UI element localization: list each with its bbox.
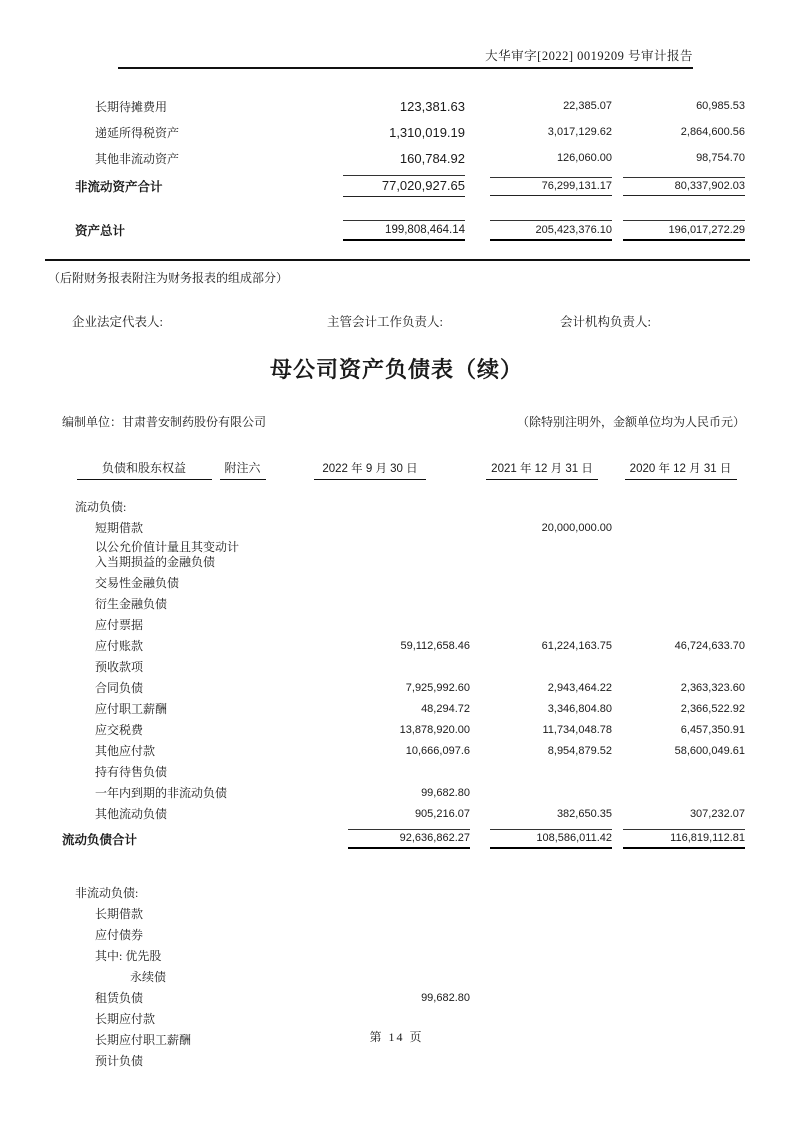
table-row — [60, 635, 747, 656]
row-label: 长期应付款 — [95, 1012, 156, 1026]
table-row — [60, 656, 747, 677]
signatories-row — [0, 312, 793, 329]
table-row — [60, 572, 747, 593]
row-label-line1: 以公允价值计量且其变动计 — [95, 540, 240, 554]
amount-2020: 196,017,272.29 — [623, 220, 745, 241]
legal-representative-label: 企业法定代表人: — [72, 315, 163, 329]
row-label: 交易性金融负债 — [95, 576, 180, 590]
amount-2022: 77,020,927.65 — [343, 175, 465, 197]
table-row — [60, 803, 747, 824]
row-label: 其他非流动资产 — [95, 151, 180, 166]
amount-2021: 3,346,804.80 — [547, 702, 612, 715]
row-label: 流动负债: — [75, 500, 127, 514]
prepared-line — [62, 413, 745, 430]
row-label: 长期待摊费用 — [95, 99, 168, 114]
column-header-note: 附注六 — [220, 459, 266, 480]
table-row — [60, 945, 747, 966]
table-row — [60, 719, 747, 740]
amount-2022: 123,381.63 — [399, 98, 465, 114]
amount-2022: 99,682.80 — [421, 991, 470, 1004]
row-label: 其中: 优先股 — [95, 949, 162, 963]
table-row — [60, 782, 747, 803]
table-row-subtotal — [60, 171, 747, 201]
table-row — [60, 966, 747, 987]
amount-2020: 2,366,522.92 — [680, 702, 745, 715]
row-label: 永续债 — [130, 970, 167, 984]
amount-2021: 11,734,048.78 — [542, 723, 612, 736]
row-label: 其他应付款 — [95, 744, 156, 758]
row-label: 流动负债合计 — [62, 833, 138, 847]
amount-2022: 99,682.80 — [421, 786, 470, 799]
amount-2022: 7,925,992.60 — [405, 681, 470, 694]
table-row — [60, 987, 747, 1008]
row-label: 一年内到期的非流动负债 — [95, 786, 228, 800]
table-row — [60, 761, 747, 782]
currency-unit-note: （除特别注明外，金额单位均为人民币元） — [516, 415, 745, 429]
row-label: 短期借款 — [95, 521, 144, 535]
notes-attachment-line: （后附财务报表附注为财务报表的组成部分） — [48, 271, 289, 285]
amount-2022: 13,878,920.00 — [399, 723, 470, 736]
row-label: 递延所得税资产 — [95, 125, 180, 140]
amount-2020: 60,985.53 — [696, 100, 745, 112]
row-label: 应付票据 — [95, 618, 144, 632]
table-row — [60, 145, 747, 171]
column-header-item: 负债和股东权益 — [77, 459, 212, 480]
accounting-dept-label: 会计机构负责人: — [560, 315, 651, 329]
row-label: 租赁负债 — [95, 991, 144, 1005]
amount-2020: 2,864,600.56 — [680, 126, 745, 138]
amount-2022: 1,310,019.19 — [389, 124, 465, 140]
table-row-total-current-liabilities — [60, 824, 747, 854]
statement-title: 母公司资产负债表（续） — [269, 357, 523, 382]
table-header-row — [60, 456, 747, 480]
amount-2020: 98,754.70 — [696, 152, 745, 164]
table-row — [60, 698, 747, 719]
section-divider — [45, 259, 750, 261]
table-row — [60, 614, 747, 635]
amount-2021: 205,423,376.10 — [490, 220, 612, 241]
amount-2022: 199,808,464.14 — [343, 220, 465, 241]
table-row — [60, 119, 747, 145]
row-label: 其他流动负债 — [95, 807, 168, 821]
amount-2020: 2,363,323.60 — [680, 681, 745, 694]
report-number-header: 大华审字[2022] 0019209 号审计报告 — [118, 46, 693, 69]
prepared-by: 编制单位：甘肃普安制药股份有限公司 — [62, 415, 267, 429]
amount-2020: 116,819,112.81 — [623, 829, 745, 849]
amount-2022: 92,636,862.27 — [348, 829, 470, 849]
row-label: 预计负债 — [95, 1054, 144, 1068]
amount-2021: 126,060.00 — [556, 152, 612, 164]
section-row-noncurrent-liabilities — [60, 882, 747, 903]
column-header-2022-09-30: 2022 年 9 月 30 日 — [314, 460, 426, 480]
amount-2020: 307,232.07 — [689, 807, 745, 820]
page-number: 第 14 页 — [369, 1030, 424, 1044]
amount-2022: 48,294.72 — [421, 702, 470, 715]
row-label: 非流动负债: — [75, 886, 139, 900]
table-row — [60, 903, 747, 924]
row-label: 资产总计 — [75, 224, 126, 238]
row-label: 衍生金融负债 — [95, 597, 168, 611]
amount-2021: 22,385.07 — [563, 100, 612, 112]
row-label: 应交税费 — [95, 723, 144, 737]
column-header-2021-12-31: 2021 年 12 月 31 日 — [486, 460, 598, 480]
row-label: 应付债券 — [95, 928, 144, 942]
amount-2020: 80,337,902.03 — [623, 177, 745, 196]
amount-2020: 46,724,633.70 — [674, 639, 745, 652]
amount-2021: 61,224,163.75 — [541, 639, 612, 652]
row-label-line2: 入当期损益的金融负债 — [95, 555, 216, 569]
amount-2021: 76,299,131.17 — [490, 177, 612, 196]
section-row-current-liabilities — [60, 496, 747, 517]
amount-2020: 58,600,049.61 — [674, 744, 745, 757]
table-row — [60, 93, 747, 119]
amount-2021: 382,650.35 — [556, 807, 612, 820]
table-row — [60, 677, 747, 698]
amount-2020: 6,457,350.91 — [680, 723, 745, 736]
row-label: 应付职工薪酬 — [95, 702, 168, 716]
amount-2022: 160,784.92 — [399, 150, 465, 166]
liabilities-table — [60, 456, 747, 1071]
amount-2022: 59,112,658.46 — [400, 639, 470, 652]
assets-table-tail — [60, 93, 747, 245]
table-row — [60, 538, 747, 572]
table-row — [60, 593, 747, 614]
table-row — [60, 1008, 747, 1029]
row-label: 应付账款 — [95, 639, 144, 653]
table-row — [60, 517, 747, 538]
amount-2021: 2,943,464.22 — [547, 681, 612, 694]
column-header-2020-12-31: 2020 年 12 月 31 日 — [625, 460, 737, 480]
amount-2021: 3,017,129.62 — [547, 126, 612, 138]
row-label: 合同负债 — [95, 681, 144, 695]
row-label: 长期应付职工薪酬 — [95, 1033, 192, 1047]
table-row — [60, 740, 747, 761]
table-row-grand-total — [60, 215, 747, 245]
row-label: 长期借款 — [95, 907, 144, 921]
amount-2021: 20,000,000.00 — [541, 521, 612, 534]
table-row — [60, 1050, 747, 1071]
table-row — [60, 924, 747, 945]
amount-2021: 108,586,011.42 — [490, 829, 612, 849]
amount-2021: 8,954,879.52 — [547, 744, 612, 757]
row-label: 持有待售负债 — [95, 765, 168, 779]
amount-2022: 905,216.07 — [414, 807, 470, 820]
amount-2022: 10,666,097.6 — [405, 744, 470, 757]
row-label: 非流动资产合计 — [75, 180, 163, 194]
chief-accounting-label: 主管会计工作负责人: — [327, 315, 443, 329]
row-label: 预收款项 — [95, 660, 144, 674]
